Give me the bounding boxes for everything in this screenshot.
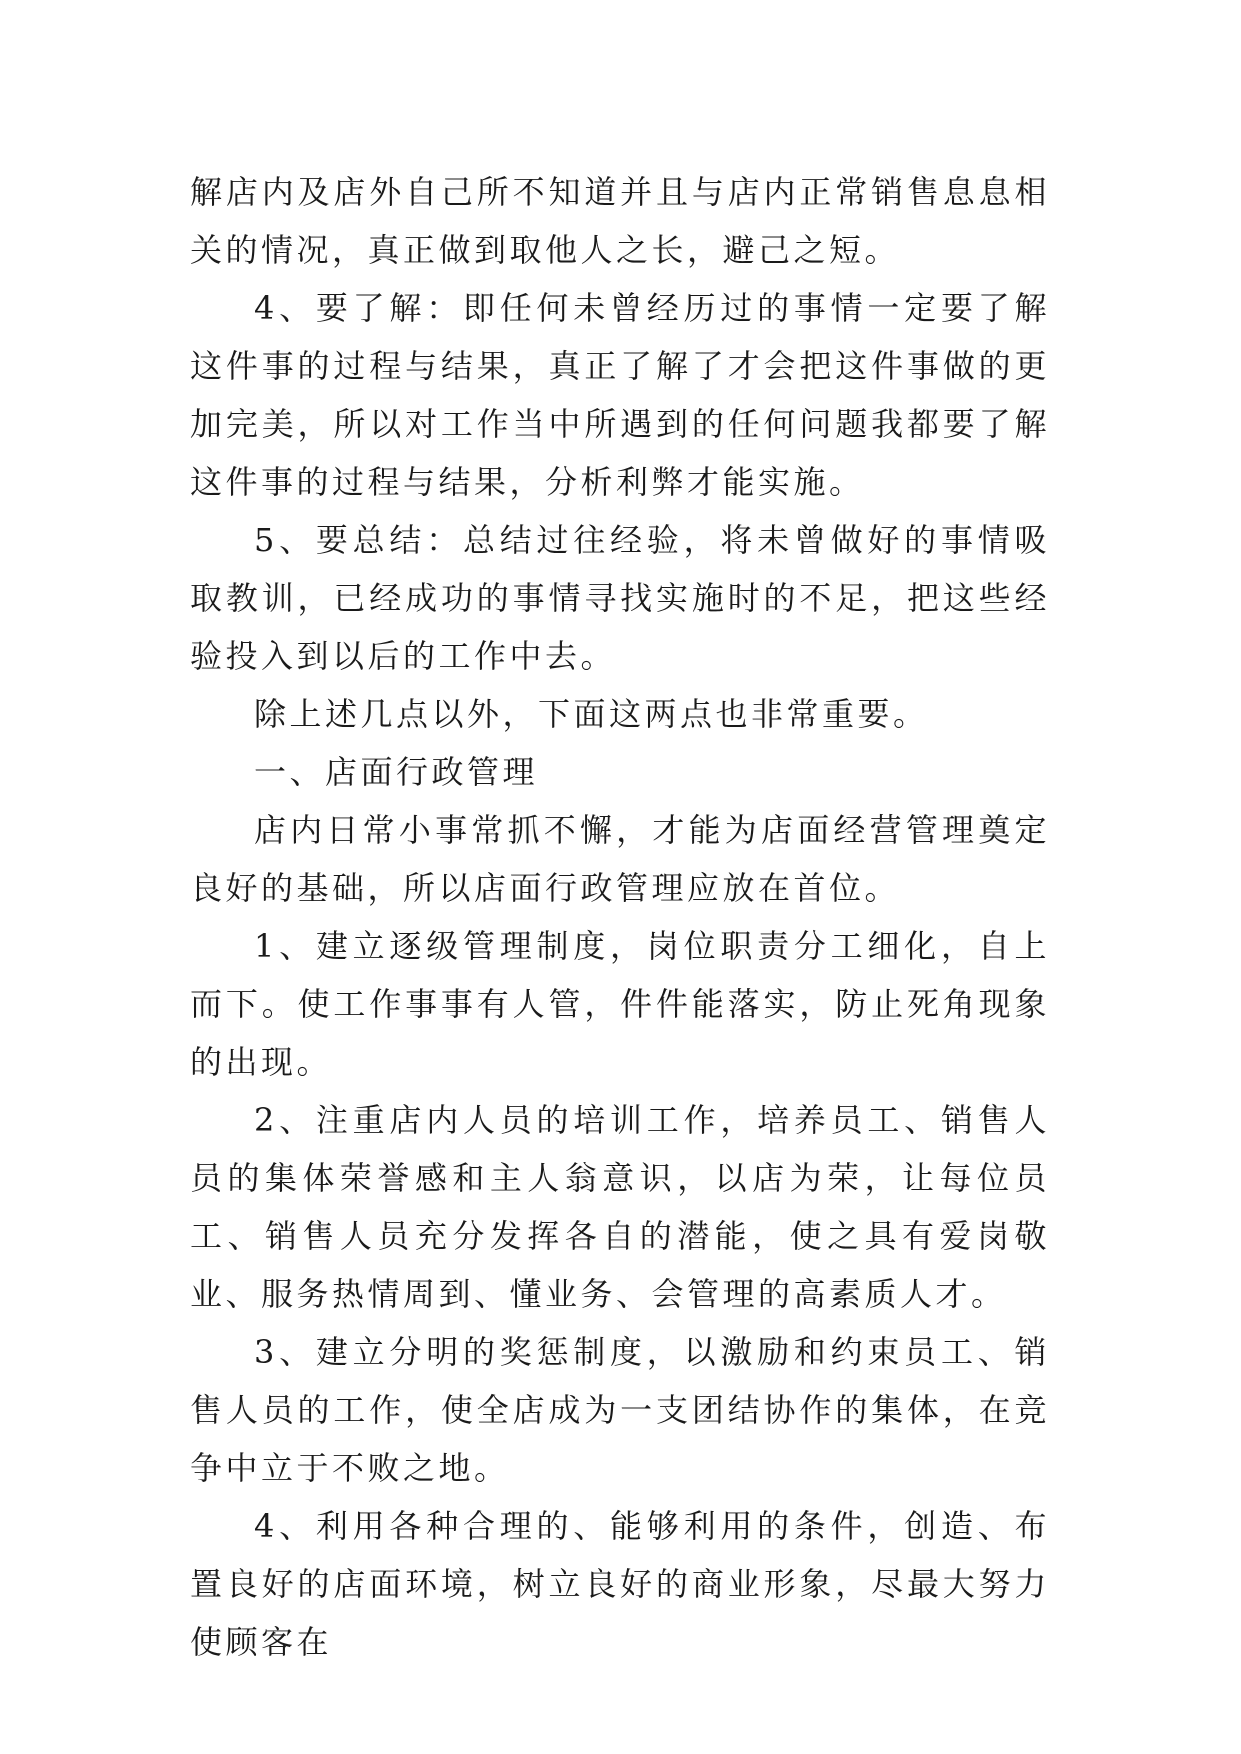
paragraph-item-1-management: 1、建立逐级管理制度，岗位职责分工细化，自上而下。使工作事事有人管，件件能落实，防止死角现象的出现。 [190,927,1050,1081]
paragraph-item-4-environment: 4、利用各种合理的、能够利用的条件，创造、布置良好的店面环境，树立良好的商业形象，尽最大努力使顾客在 [190,1507,1050,1661]
paragraph-item-4-understand: 4、要了解：即任何未曾经历过的事情一定要了解这件事的过程与结果，真正了解了才会把这件事做的更加完美，所以对工作当中所遇到的任何问题我都要了解这件事的过程与结果，分析利弊才能实施。 [190,289,1050,501]
paragraph-item-3-rewards: 3、建立分明的奖惩制度，以激励和约束员工、销售人员的工作，使全店成为一支团结协作的集体，在竞争中立于不败之地。 [190,1333,1050,1487]
paragraph-transition: 除上述几点以外，下面这两点也非常重要。 [254,695,929,733]
paragraph-item-5-summarize: 5、要总结：总结过往经验，将未曾做好的事情吸取教训，已经成功的事情寻找实施时的不足，把这些经验投入到以后的工作中去。 [190,521,1050,675]
paragraph-continuation: 解店内及店外自己所不知道并且与店内正常销售息息相关的情况，真正做到取他人之长，避己之短。 [190,173,1050,269]
document-page [190,163,1050,1671]
paragraph-item-2-training: 2、注重店内人员的培训工作，培养员工、销售人员的集体荣誉感和主人翁意识，以店为荣，让每位员工、销售人员充分发挥各自的潜能，使之具有爱岗敬业、服务热情周到、懂业务、会管理的高素质人才。 [190,1101,1050,1313]
paragraph-section-intro: 店内日常小事常抓不懈，才能为店面经营管理奠定良好的基础，所以店面行政管理应放在首位。 [190,811,1050,907]
section-heading-administration: 一、店面行政管理 [254,753,539,791]
